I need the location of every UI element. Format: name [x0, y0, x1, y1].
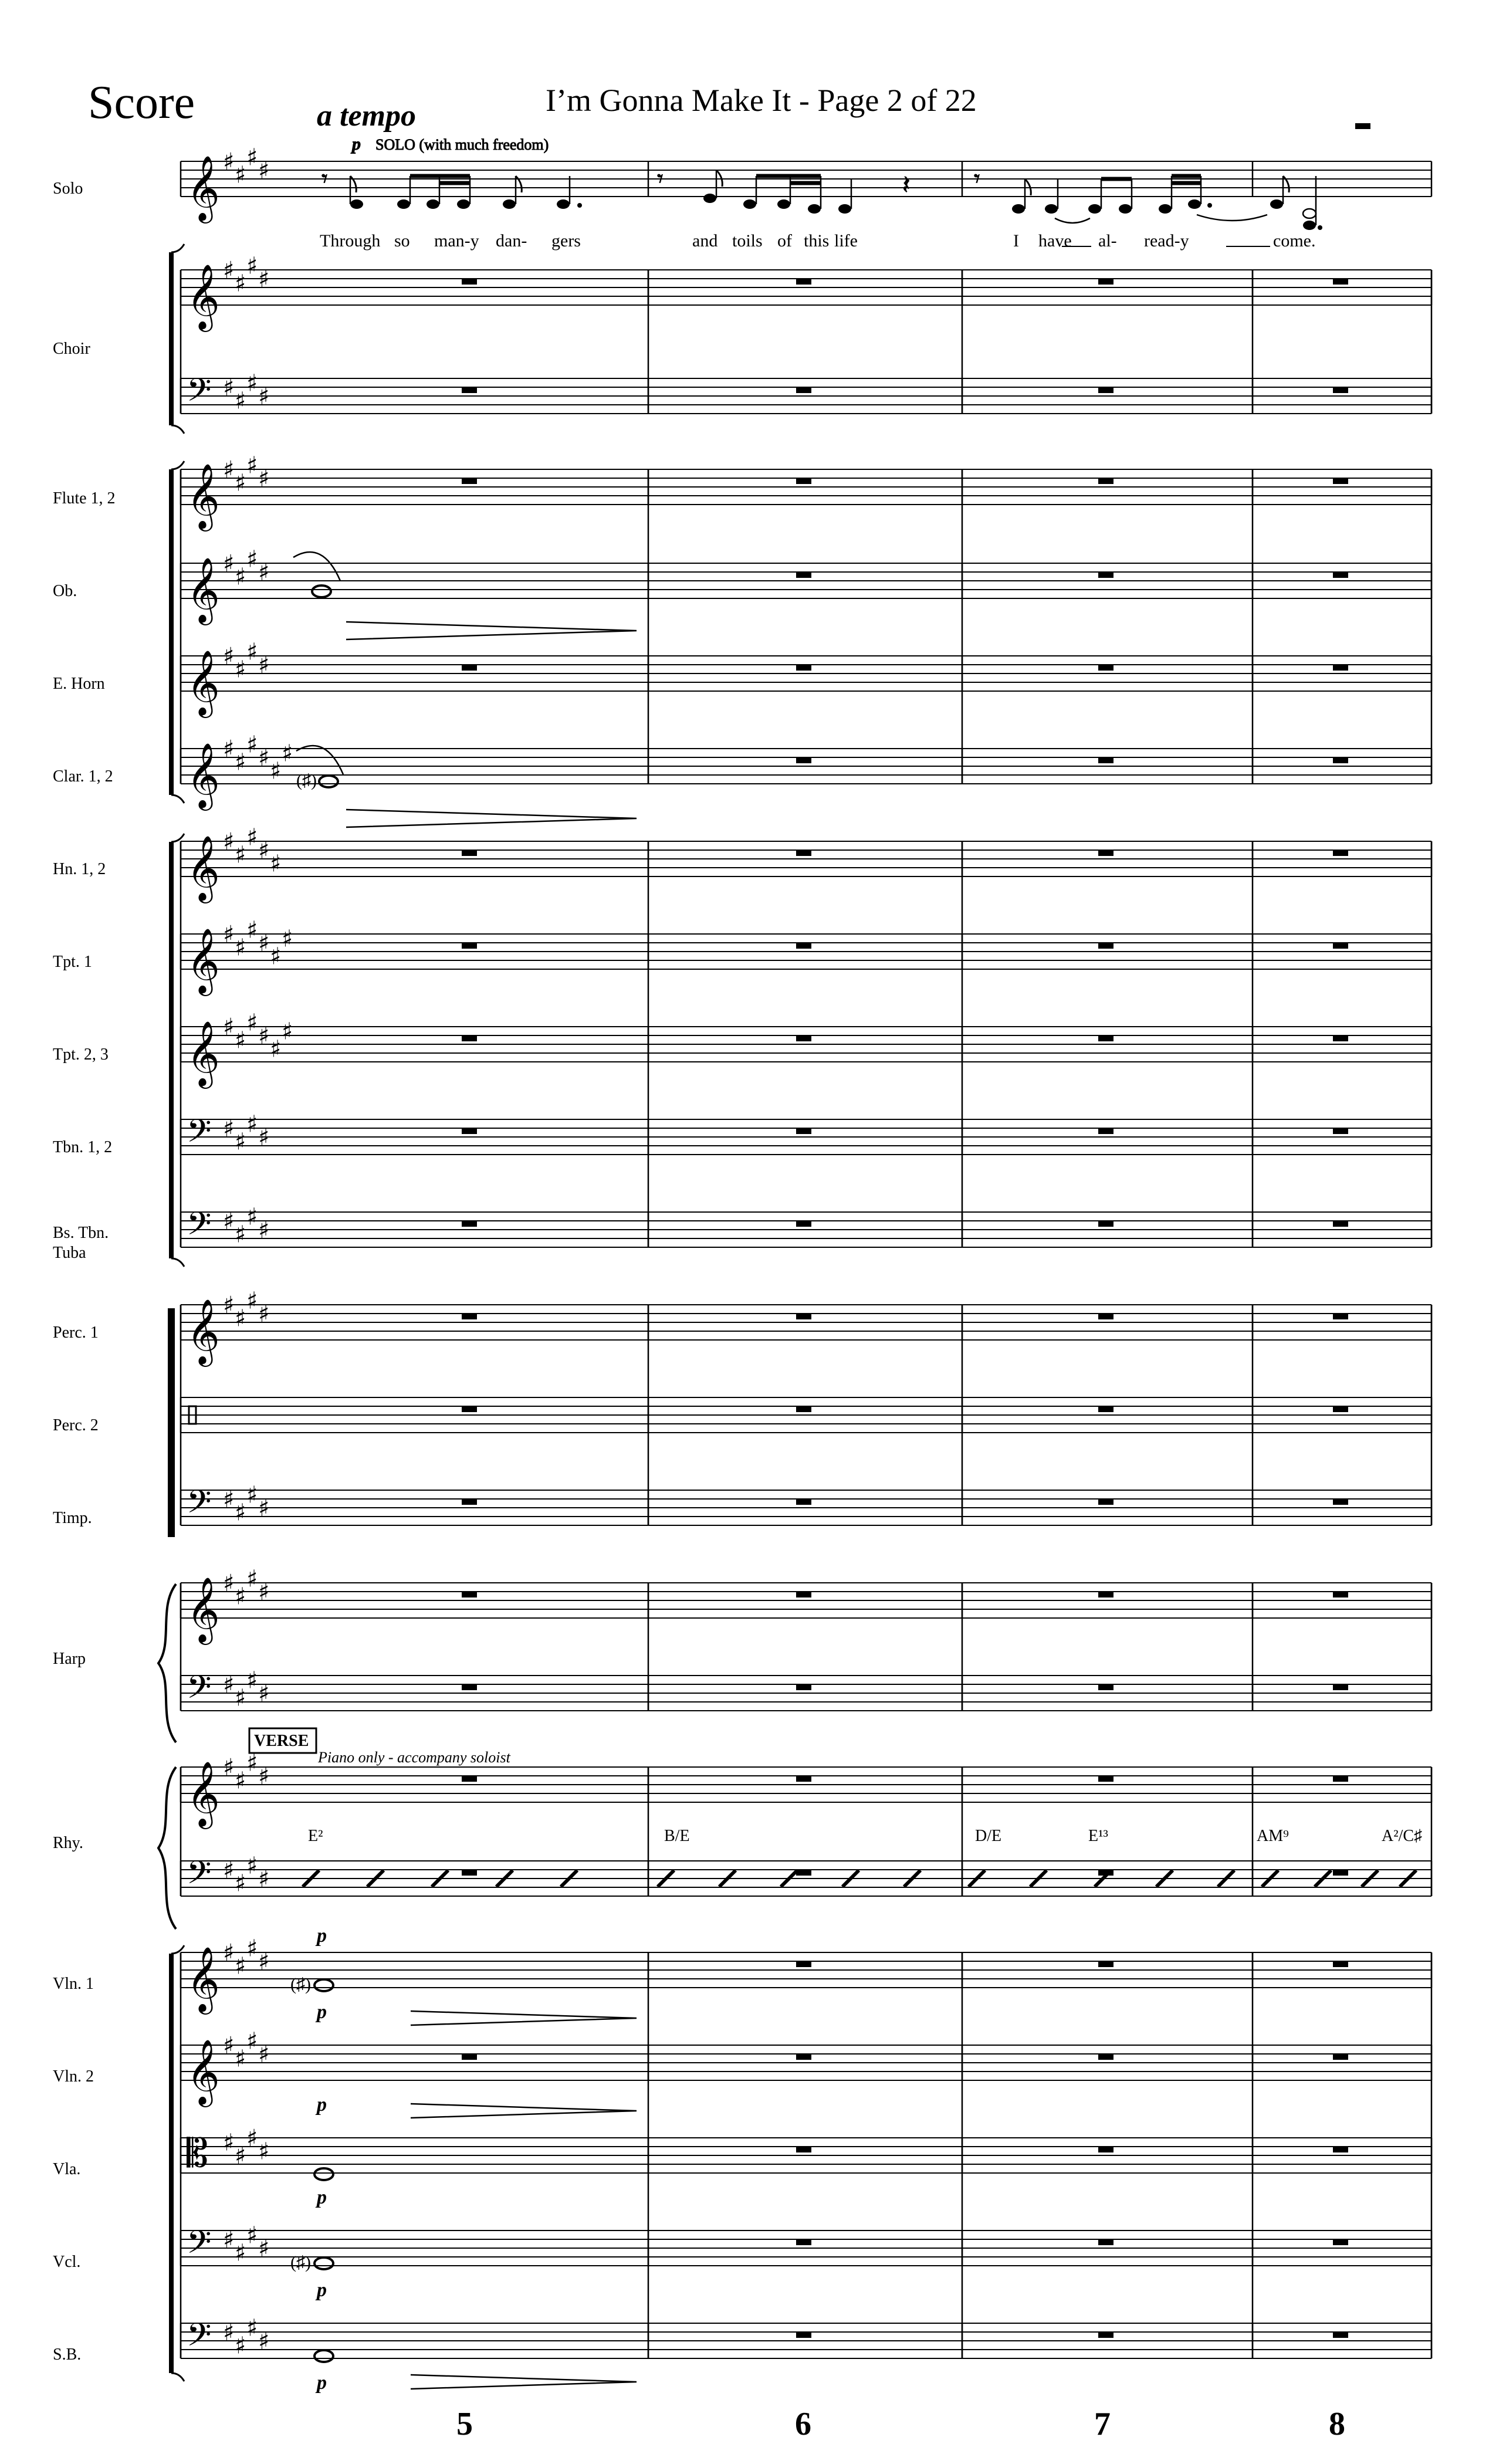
svg-text:♯: ♯ — [223, 828, 235, 855]
svg-text:𝄞: 𝄞 — [187, 1298, 220, 1364]
label-vcl: Vcl. — [53, 2253, 81, 2271]
svg-text:♯: ♯ — [246, 638, 258, 666]
label-vla: Vla. — [53, 2160, 81, 2178]
svg-text:♯: ♯ — [223, 2032, 235, 2059]
svg-text:♯: ♯ — [235, 387, 246, 415]
svg-text:♯: ♯ — [235, 1583, 246, 1610]
svg-text:♯: ♯ — [246, 2314, 258, 2342]
lyric: and — [692, 231, 718, 251]
svg-text:♯: ♯ — [246, 916, 258, 944]
svg-text:𝄢: 𝄢 — [187, 1668, 212, 1714]
svg-text:♯: ♯ — [235, 2045, 246, 2073]
dynamic-p: p — [317, 2279, 327, 2301]
label-vln1: Vln. 1 — [53, 1975, 94, 1993]
svg-text:♯: ♯ — [223, 736, 235, 763]
svg-text:♯: ♯ — [235, 2332, 246, 2360]
chord-symbol: AM⁹ — [1257, 1827, 1289, 1845]
svg-text:𝄞: 𝄞 — [187, 557, 220, 622]
svg-text:♯: ♯ — [223, 1857, 235, 1884]
svg-text:♯: ♯ — [223, 148, 235, 175]
svg-text:♯: ♯ — [223, 2319, 235, 2346]
svg-text:♯: ♯ — [246, 252, 258, 280]
svg-text:♯: ♯ — [235, 656, 246, 683]
label-oboe: Ob. — [53, 582, 77, 600]
svg-text:♯: ♯ — [246, 2125, 258, 2152]
svg-text:♯: ♯ — [270, 943, 282, 970]
svg-text:♯: ♯ — [258, 559, 270, 586]
svg-text:♯: ♯ — [235, 934, 246, 962]
svg-text:♯: ♯ — [235, 1952, 246, 1980]
svg-text:♯: ♯ — [235, 1221, 246, 1248]
label-sb: S.B. — [53, 2345, 82, 2364]
staves — [181, 144, 1431, 2362]
svg-text:♯: ♯ — [258, 1495, 270, 1522]
measure-numbers — [456, 2406, 1345, 2442]
lyric: gers — [551, 231, 581, 251]
svg-text:♯: ♯ — [246, 1203, 258, 1231]
svg-text:♯: ♯ — [223, 1014, 235, 1041]
svg-text:♯: ♯ — [258, 2041, 270, 2068]
svg-text:♯: ♯ — [258, 2235, 270, 2262]
svg-text:♯: ♯ — [258, 266, 270, 293]
svg-text:♯: ♯ — [246, 1667, 258, 1694]
svg-text:𝄞: 𝄞 — [187, 1761, 220, 1826]
svg-text:♯: ♯ — [235, 1499, 246, 1527]
svg-text:♯: ♯ — [282, 740, 293, 767]
svg-text:♯: ♯ — [258, 1124, 270, 1151]
lyric: come. — [1273, 231, 1316, 251]
svg-text:♯: ♯ — [258, 1301, 270, 1328]
svg-text:♯: ♯ — [246, 1565, 258, 1593]
svg-text:♯: ♯ — [258, 2328, 270, 2355]
svg-text:♯: ♯ — [235, 1027, 246, 1054]
svg-text:♯: ♯ — [258, 930, 270, 957]
score-label: Score — [88, 77, 195, 128]
svg-text:♯: ♯ — [235, 1305, 246, 1332]
svg-text:♯: ♯ — [246, 2028, 258, 2055]
svg-text:♯: ♯ — [246, 2222, 258, 2249]
dynamic-p: p — [317, 2187, 327, 2208]
svg-text:♯: ♯ — [235, 161, 246, 189]
svg-text:♯: ♯ — [223, 1754, 235, 1781]
svg-text:♯: ♯ — [235, 563, 246, 591]
measure-number: 5 — [456, 2406, 473, 2442]
whole-notes — [290, 552, 343, 2362]
svg-text:♯: ♯ — [258, 1866, 270, 1893]
quarter-rest-icon: 𝄽 — [902, 171, 911, 199]
measure-number: 8 — [1329, 2406, 1345, 2442]
label-bstbn: Bs. Tbn. — [53, 1224, 109, 1242]
verse-instruction: Piano only - accompany soloist — [318, 1749, 510, 1766]
label-tuba: Tuba — [53, 1244, 86, 1262]
svg-text:♯: ♯ — [246, 1749, 258, 1777]
svg-text:♯: ♯ — [246, 731, 258, 759]
svg-text:♯: ♯ — [235, 749, 246, 776]
eighth-rest-icon: 𝄾 — [657, 165, 664, 192]
label-horn: Hn. 1, 2 — [53, 860, 106, 878]
svg-text:♯: ♯ — [246, 452, 258, 479]
svg-text:♯: ♯ — [223, 550, 235, 577]
svg-text:𝄞: 𝄞 — [187, 649, 220, 715]
label-vln2: Vln. 2 — [53, 2067, 94, 2086]
svg-text:♯: ♯ — [235, 1767, 246, 1795]
lyric: dan- — [496, 231, 527, 251]
dynamic-p: p — [317, 2001, 327, 2023]
svg-text:𝄢: 𝄢 — [187, 1483, 212, 1528]
svg-text:𝄞: 𝄞 — [187, 463, 220, 529]
measure-number: 6 — [795, 2406, 811, 2442]
svg-text:♯: ♯ — [282, 1018, 293, 1045]
svg-text:♯: ♯ — [235, 2239, 246, 2267]
chord-symbol: A²/C♯ — [1382, 1827, 1423, 1845]
svg-text:♯: ♯ — [223, 456, 235, 483]
svg-text:𝄞: 𝄞 — [187, 1946, 220, 2012]
svg-text:♯: ♯ — [223, 1570, 235, 1597]
measure-number: 7 — [1094, 2406, 1111, 2442]
lyric: Through — [320, 231, 381, 251]
svg-text:♯: ♯ — [282, 925, 293, 953]
svg-text:♯: ♯ — [235, 841, 246, 869]
svg-text:♯: ♯ — [246, 1009, 258, 1037]
decrescendo-hairpins — [346, 622, 637, 2389]
label-choir: Choir — [53, 340, 90, 358]
svg-text:♯: ♯ — [270, 757, 282, 785]
dynamic-p: p — [317, 1925, 327, 1947]
chord-symbol: E² — [308, 1827, 323, 1845]
label-tpt23: Tpt. 2, 3 — [53, 1045, 109, 1064]
svg-text:♯: ♯ — [235, 1684, 246, 1712]
svg-text:♯: ♯ — [258, 1023, 270, 1050]
svg-text:𝄞: 𝄞 — [187, 928, 220, 993]
lyric: al- — [1098, 231, 1117, 251]
svg-text:♯: ♯ — [270, 850, 282, 878]
svg-text:𝄞: 𝄞 — [187, 2039, 220, 2104]
svg-text:♯: ♯ — [246, 370, 258, 397]
verse-label: VERSE — [254, 1732, 309, 1750]
svg-text:♯: ♯ — [223, 1115, 235, 1142]
svg-text:♯: ♯ — [258, 652, 270, 679]
svg-text:♯: ♯ — [223, 1486, 235, 1513]
label-clarinet: Clar. 1, 2 — [53, 767, 113, 786]
svg-text:𝄢: 𝄢 — [187, 1854, 212, 1899]
label-flute: Flute 1, 2 — [53, 489, 116, 507]
solo-dynamic: p — [352, 134, 361, 154]
svg-text:𝄞: 𝄞 — [187, 263, 220, 329]
measure-rests — [462, 279, 1348, 2338]
lyric: man-y — [434, 231, 479, 251]
svg-text:♯: ♯ — [223, 643, 235, 670]
svg-text:♯: ♯ — [223, 1292, 235, 1319]
eighth-rest-icon: 𝄾 — [321, 165, 328, 192]
svg-text:♯: ♯ — [223, 1208, 235, 1235]
solo-lyrics — [320, 231, 1315, 251]
svg-text:♯: ♯ — [246, 1852, 258, 1880]
svg-text:♯: ♯ — [223, 2129, 235, 2157]
lyric: of — [777, 231, 792, 251]
svg-text:♯: ♯ — [223, 257, 235, 284]
svg-text:♯: ♯ — [258, 744, 270, 771]
lyric: so — [394, 231, 410, 251]
svg-text:♯: ♯ — [270, 1035, 282, 1063]
svg-text:♯: ♯ — [223, 1671, 235, 1698]
svg-text:𝄞: 𝄞 — [187, 1576, 220, 1642]
label-solo: Solo — [53, 180, 83, 198]
lyric: this — [804, 231, 830, 251]
tempo-marking: a tempo — [317, 99, 416, 133]
svg-text:♯: ♯ — [258, 837, 270, 864]
svg-text:♯: ♯ — [246, 1481, 258, 1509]
svg-text:♯: ♯ — [223, 2226, 235, 2253]
lyric: have — [1038, 231, 1072, 251]
svg-text:♯: ♯ — [246, 824, 258, 851]
svg-text:♯: ♯ — [258, 1217, 270, 1244]
svg-text:𝄢: 𝄢 — [187, 1112, 212, 1157]
lyric: read-y — [1144, 231, 1189, 251]
svg-text:(♯): (♯) — [296, 771, 317, 790]
dynamic-p: p — [317, 2094, 327, 2116]
label-tpt1: Tpt. 1 — [53, 953, 92, 971]
lyric: life — [834, 231, 858, 251]
label-harp: Harp — [53, 1650, 86, 1668]
svg-text:♯: ♯ — [246, 546, 258, 573]
svg-text:♯: ♯ — [235, 2143, 246, 2169]
svg-text:(♯): (♯) — [290, 2253, 311, 2272]
dynamic-p: p — [317, 2372, 327, 2394]
label-timp: Timp. — [53, 1509, 92, 1527]
chord-symbol: D/E — [975, 1827, 1002, 1845]
chord-symbols — [308, 1827, 1422, 1845]
svg-text:♯: ♯ — [258, 1579, 270, 1606]
svg-text:𝄢: 𝄢 — [187, 2316, 212, 2361]
page-title: I’m Gonna Make It - Page 2 of 22 — [546, 83, 977, 118]
svg-text:𝄞: 𝄞 — [187, 1020, 220, 1086]
label-ehorn: E. Horn — [53, 675, 105, 693]
svg-text:♯: ♯ — [223, 1940, 235, 1967]
svg-text:𝄢: 𝄢 — [187, 2223, 212, 2269]
label-perc1: Perc. 1 — [53, 1324, 99, 1342]
svg-text:♯: ♯ — [246, 1111, 258, 1138]
svg-text:♯: ♯ — [258, 1763, 270, 1790]
eighth-rest-icon: 𝄾 — [974, 165, 980, 192]
label-rhy: Rhy. — [53, 1834, 83, 1852]
svg-text:♯: ♯ — [235, 270, 246, 297]
solo-notes — [321, 123, 1370, 230]
lyric: toils — [732, 231, 763, 251]
chord-symbol: B/E — [664, 1827, 690, 1845]
svg-text:♯: ♯ — [235, 469, 246, 497]
svg-text:♯: ♯ — [258, 2138, 270, 2165]
svg-text:𝄞: 𝄞 — [187, 835, 220, 901]
svg-text:𝄡: 𝄡 — [187, 2131, 208, 2176]
svg-text:𝄢: 𝄢 — [187, 371, 212, 417]
chord-symbol: E¹³ — [1088, 1827, 1108, 1845]
svg-text:♯: ♯ — [246, 1287, 258, 1315]
svg-text:𝄞: 𝄞 — [187, 155, 220, 221]
svg-text:♯: ♯ — [258, 1680, 270, 1707]
svg-text:♯: ♯ — [258, 465, 270, 492]
svg-text:♯: ♯ — [246, 1935, 258, 1962]
svg-text:♯: ♯ — [258, 383, 270, 410]
svg-text:♯: ♯ — [223, 374, 235, 401]
svg-text:♯: ♯ — [235, 1128, 246, 1156]
svg-text:(♯): (♯) — [290, 1975, 311, 1994]
solo-direction: SOLO (with much freedom) — [375, 136, 549, 153]
svg-text:♯: ♯ — [246, 144, 258, 171]
lyric: I — [1013, 231, 1019, 251]
label-perc2: Perc. 2 — [53, 1416, 99, 1434]
svg-text:𝄞: 𝄞 — [187, 742, 220, 808]
svg-text:♯: ♯ — [235, 1870, 246, 1897]
svg-text:𝄢: 𝄢 — [187, 1205, 212, 1250]
svg-text:♯: ♯ — [258, 1948, 270, 1975]
label-tbn: Tbn. 1, 2 — [53, 1138, 113, 1156]
svg-text:♯: ♯ — [223, 921, 235, 948]
svg-text:♯: ♯ — [258, 157, 270, 184]
